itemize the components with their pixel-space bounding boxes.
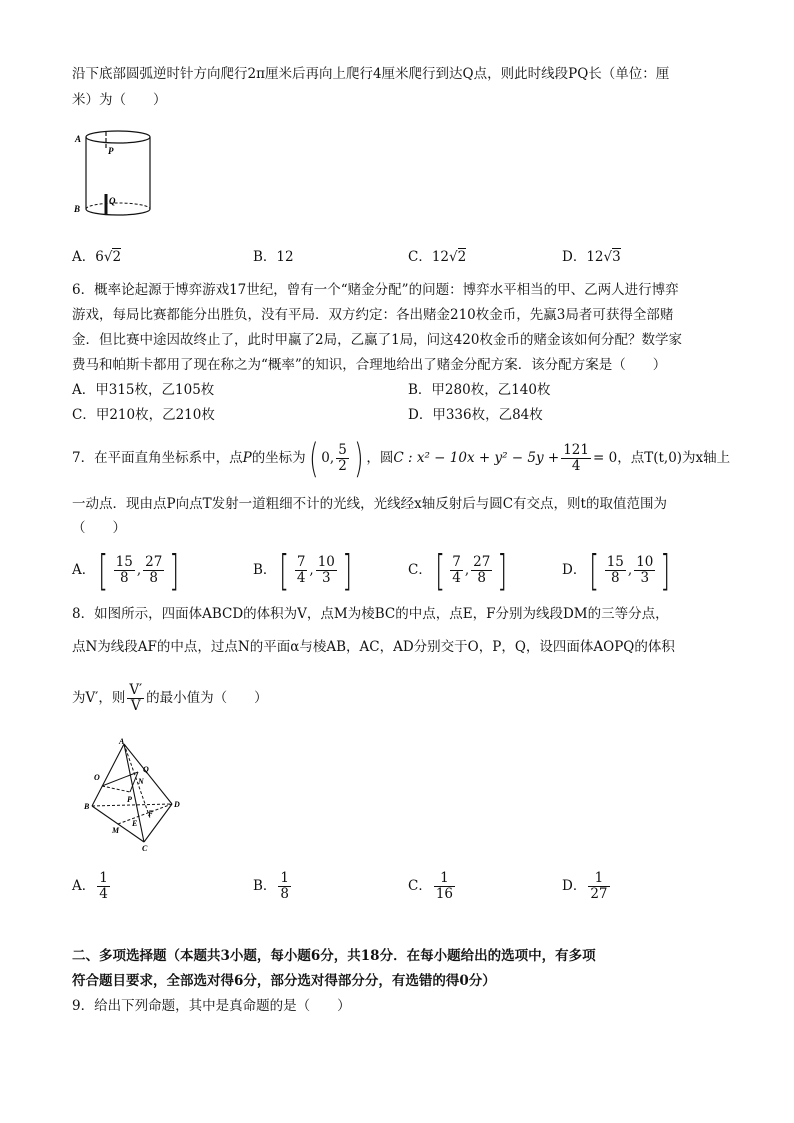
q7-line1: 7．在平面直角坐标系中，点P的坐标为( 0, $\frac{5}{2}$ ) ，圆C : x² − 10x + y² − 5y + $\frac{121}{4}$ = 0，点T(t,0)为x轴上 — [72, 435, 731, 482]
q6-line3: 金．但比赛中途因故终止了，此时甲赢了2局，乙赢了1局，问这420枚金币的赌金该如何分配？数学家 — [72, 332, 682, 348]
fig-label-M: M — [112, 826, 120, 835]
q7-line2: 一动点．现由点P向点T发射一道粗细不计的光线，光线经x轴反射后与圆C有交点，则t的取值范围为 — [72, 496, 667, 512]
fig-label-P: P — [127, 795, 132, 804]
fig-label-P: P — [108, 146, 114, 156]
cylinder-figure — [72, 124, 158, 224]
q5-option-a: A．6√2 — [72, 249, 122, 265]
fig-label-B: B — [74, 204, 81, 214]
q5-line2: 米）为（ ） — [72, 92, 167, 108]
q5-option-b: B．12 — [253, 249, 294, 265]
q6-option-d: D．甲336枚，乙84枚 — [408, 407, 543, 423]
q8-line3: 为V′，则 $\frac{V'}{V}$ 的最小值为（ ） — [72, 682, 268, 714]
q6-option-b: B．甲280枚，乙140枚 — [408, 382, 551, 398]
q8-option-d: D． $\frac{1}{27}$ — [562, 870, 608, 902]
fig-label-Q: Q — [143, 765, 149, 774]
section2-heading-line1: 二、多项选择题（本题共3小题，每小题6分，共18分．在每小题给出的选项中，有多项 — [72, 948, 596, 964]
q7-option-c: C．[ $\frac{7}{4}$ , $\frac{27}{8}$ ] — [408, 545, 508, 595]
q5-option-c: C．12√2 — [408, 249, 467, 265]
fig-label-B: B — [84, 802, 90, 811]
q7-option-d: D．[ $\frac{15}{8}$ , $\frac{10}{3}$ ] — [562, 545, 671, 595]
section2-heading-line2: 符合题目要求，全部选对得6分，部分选对得部分分，有选错的得0分） — [72, 973, 496, 989]
q5-line1: 沿下底部圆弧逆时针方向爬行2π厘米后再向上爬行4厘米爬行到达Q点，则此时线段PQ长（单位：厘 — [72, 66, 670, 82]
q8-option-a: A． $\frac{1}{4}$ — [72, 870, 108, 902]
q8-option-c: C． $\frac{1}{16}$ — [408, 870, 454, 902]
q6-option-a: A．甲315枚，乙105枚 — [72, 382, 215, 398]
fig-label-Q: Q — [109, 196, 116, 206]
q7-line3: （ ） — [72, 520, 126, 536]
q8-line2: 点N为线段AF的中点，过点N的平面α与棱AB，AC，AD分别交于O，P，Q，设四面体AOPQ的体积 — [72, 639, 675, 655]
fig-label-A: A — [119, 737, 125, 746]
q6-line1: 6．概率论起源于博弈游戏17世纪，曾有一个“赌金分配”的问题：博弈水平相当的甲、乙两人进行博弈 — [72, 282, 679, 298]
fig-label-N: N — [138, 777, 144, 786]
q6-line2: 游戏，每局比赛都能分出胜负，没有平局．双方约定：各出赌金210枚金币，先赢3局者可获得全部赌 — [72, 307, 674, 323]
q7-option-b: B．[ $\frac{7}{4}$ , $\frac{10}{3}$ ] — [253, 545, 353, 595]
q8-option-b: B． $\frac{1}{8}$ — [253, 870, 290, 902]
q9-line1: 9．给出下列命题，其中是真命题的是（ ） — [72, 998, 351, 1014]
q6-line4: 费马和帕斯卡都用了现在称之为“概率”的知识，合理地给出了赌金分配方案．该分配方案是（ ） — [72, 357, 667, 373]
fig-label-A: A — [75, 134, 82, 144]
fig-label-E: E — [132, 819, 138, 828]
fig-label-O: O — [94, 773, 100, 782]
q6-option-c: C．甲210枚，乙210枚 — [72, 407, 215, 423]
fig-label-F: F — [148, 809, 154, 818]
fig-label-C: C — [142, 844, 148, 852]
q8-line1: 8．如图所示，四面体ABCD的体积为V，点M为棱BC的中点，点E，F分别为线段DM的三等分点， — [72, 606, 669, 622]
tetrahedron-figure — [72, 734, 190, 852]
q5-option-d: D．12√3 — [562, 249, 621, 265]
fig-label-D: D — [174, 800, 180, 809]
q7-option-a: A．[ $\frac{15}{8}$ , $\frac{27}{8}$ ] — [72, 545, 180, 595]
